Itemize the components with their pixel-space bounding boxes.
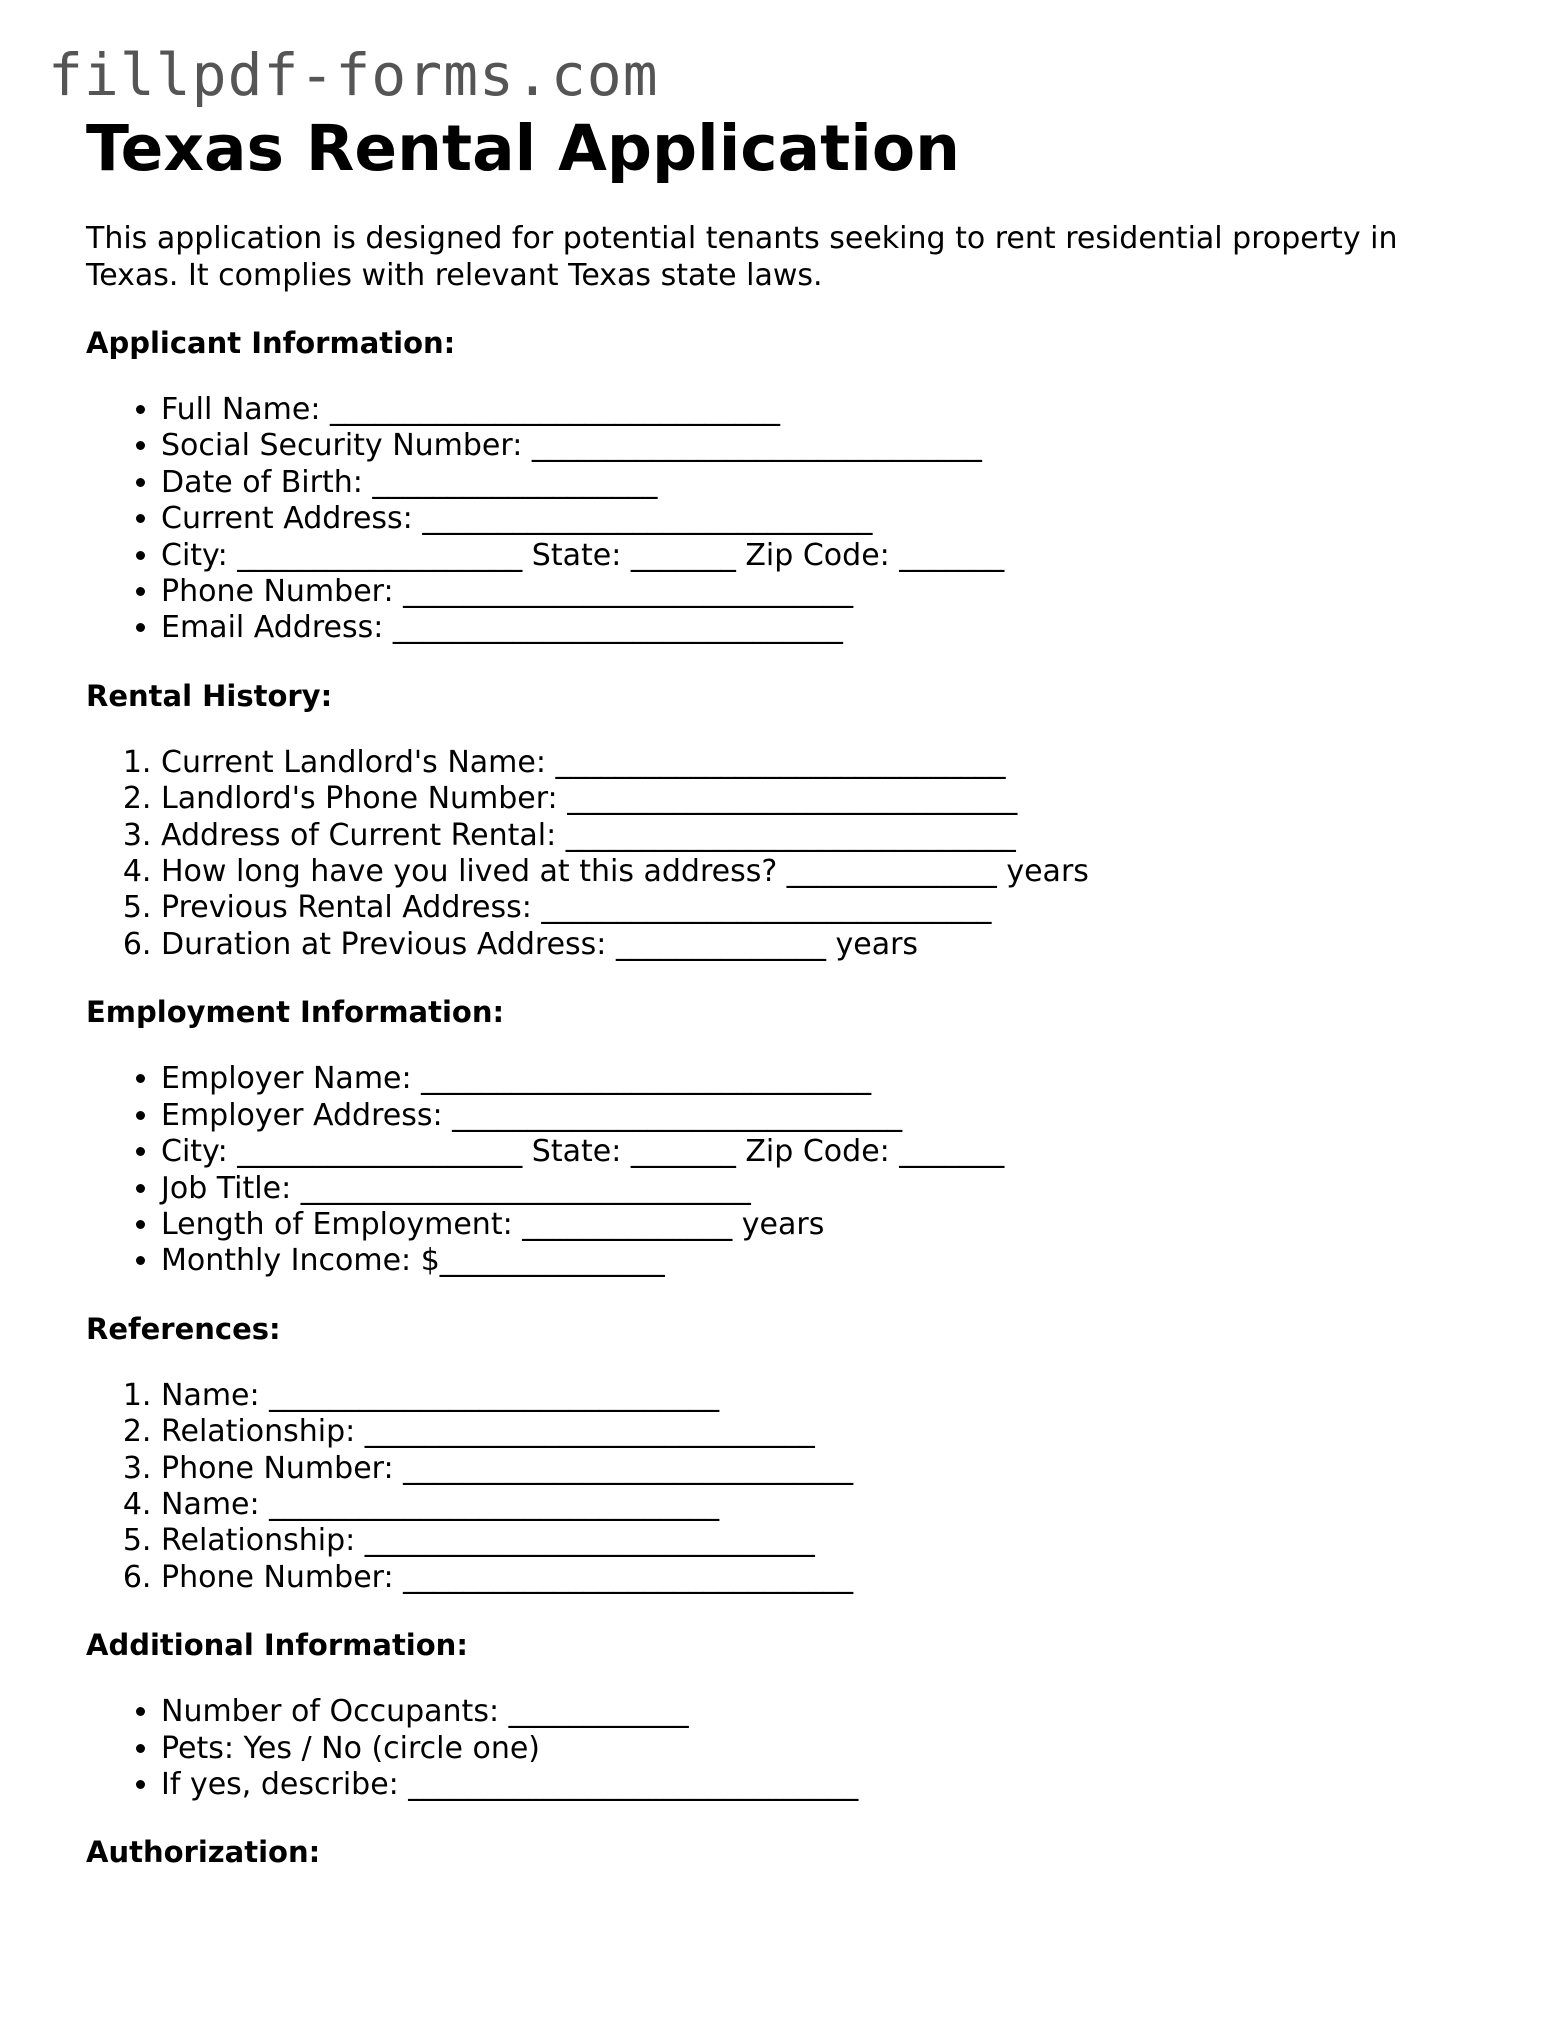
field-current-address[interactable]: • Current Address: ______________________________ bbox=[161, 501, 1506, 537]
references-field-list bbox=[86, 1378, 1506, 1596]
field-ssn[interactable]: • Social Security Number: ______________________________ bbox=[161, 428, 1506, 464]
field-reference-1-phone[interactable]: 3. Phone Number: ______________________________ bbox=[161, 1451, 1506, 1487]
field-city-state-zip[interactable]: • City: ___________________ State: _______ Zip Code: _______ bbox=[161, 538, 1506, 574]
document-page bbox=[86, 108, 1506, 1871]
applicant-field-list bbox=[86, 392, 1506, 647]
field-previous-rental-address[interactable]: 5. Previous Rental Address: ______________________________ bbox=[161, 890, 1506, 926]
additional-field-list bbox=[86, 1694, 1506, 1803]
field-reference-1-name[interactable]: 1. Name: ______________________________ bbox=[161, 1378, 1506, 1414]
field-job-title[interactable]: • Job Title: ______________________________ bbox=[161, 1171, 1506, 1207]
field-length-of-employment[interactable]: • Length of Employment: ______________ years bbox=[161, 1207, 1506, 1243]
section-heading-applicant: Applicant Information: bbox=[86, 326, 456, 360]
section-heading-additional: Additional Information: bbox=[86, 1628, 468, 1663]
field-reference-1-relationship[interactable]: 2. Relationship: ______________________________ bbox=[161, 1414, 1506, 1450]
section-heading-employment: Employment Information: bbox=[86, 995, 505, 1030]
field-reference-2-relationship[interactable]: 5. Relationship: ______________________________ bbox=[161, 1523, 1506, 1559]
field-phone-number[interactable]: • Phone Number: ______________________________ bbox=[161, 574, 1506, 610]
field-reference-2-phone[interactable]: 6. Phone Number: ______________________________ bbox=[161, 1560, 1506, 1596]
field-number-of-occupants[interactable]: • Number of Occupants: ____________ bbox=[161, 1694, 1506, 1730]
watermark: fillpdf-forms.com bbox=[48, 41, 659, 109]
field-current-landlord-name[interactable]: 1. Current Landlord's Name: ______________________________ bbox=[161, 745, 1506, 781]
section-heading-references: References: bbox=[86, 1311, 281, 1346]
field-duration-previous-address[interactable]: 6. Duration at Previous Address: ______________ years bbox=[161, 927, 1506, 963]
document-title: Texas Rental Application bbox=[86, 112, 961, 185]
section-heading-authorization: Authorization: bbox=[86, 1835, 321, 1870]
field-full-name[interactable]: • Full Name: ______________________________ bbox=[161, 392, 1506, 428]
intro-paragraph: This application is designed for potential tenants seeking to rent residential property in Texas. It complies with relevant Texas state laws. bbox=[86, 221, 1398, 293]
field-time-at-address[interactable]: 4. How long have you lived at this address? ______________ years bbox=[161, 854, 1506, 890]
field-date-of-birth[interactable]: • Date of Birth: ___________________ bbox=[161, 465, 1506, 501]
field-employer-city-state-zip[interactable]: • City: ___________________ State: _______ Zip Code: _______ bbox=[161, 1134, 1506, 1170]
field-pets-yes-no[interactable]: • Pets: Yes / No (circle one) bbox=[161, 1731, 1506, 1767]
employment-field-list bbox=[86, 1061, 1506, 1279]
field-pets-description[interactable]: • If yes, describe: ______________________________ bbox=[161, 1767, 1506, 1803]
field-reference-2-name[interactable]: 4. Name: ______________________________ bbox=[161, 1487, 1506, 1523]
field-monthly-income[interactable]: • Monthly Income: $_______________ bbox=[161, 1243, 1506, 1279]
field-current-rental-address[interactable]: 3. Address of Current Rental: ______________________________ bbox=[161, 818, 1506, 854]
field-email-address[interactable]: • Email Address: ______________________________ bbox=[161, 610, 1506, 646]
field-landlord-phone[interactable]: 2. Landlord's Phone Number: ______________________________ bbox=[161, 781, 1506, 817]
field-employer-address[interactable]: • Employer Address: ______________________________ bbox=[161, 1098, 1506, 1134]
field-employer-name[interactable]: • Employer Name: ______________________________ bbox=[161, 1061, 1506, 1097]
rental-history-field-list bbox=[86, 745, 1506, 963]
section-heading-rental-history: Rental History: bbox=[86, 678, 333, 713]
